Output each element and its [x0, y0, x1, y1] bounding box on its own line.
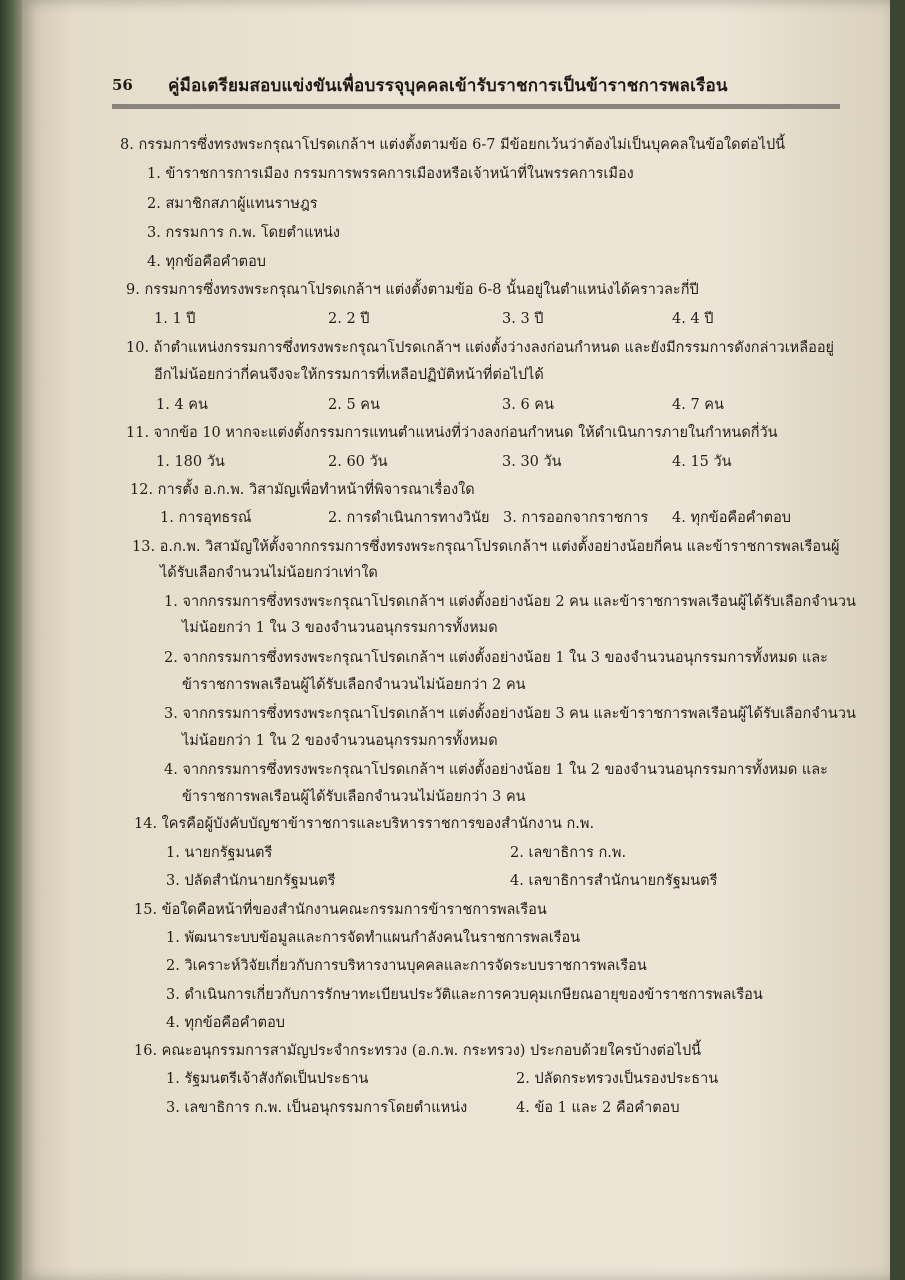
q13-option-3-line-1: 3. จากกรรมการซึ่งทรงพระกรุณาโปรดเกล้าฯ แต่งตั้งอย่างน้อย 3 คน และข้าราชการพลเรือนผู้ได้รับเลือกจำนวน: [164, 706, 856, 722]
q13-option-1-line-2: ไม่น้อยกว่า 1 ใน 3 ของจำนวนอนุกรรมการทั้งหมด: [182, 620, 498, 636]
q11-option-3: 3. 30 วัน: [502, 454, 562, 470]
q14-option-2: 2. เลขาธิการ ก.พ.: [510, 845, 627, 861]
q11-option-2: 2. 60 วัน: [328, 454, 388, 470]
q10-option-1: 1. 4 คน: [156, 397, 208, 413]
q16-option-3: 3. เลขาธิการ ก.พ. เป็นอนุกรรมการโดยตำแหน่ง: [166, 1100, 468, 1116]
question-10-line-1: 10. ถ้าตำแหน่งกรรมการซึ่งทรงพระกรุณาโปรดเกล้าฯ แต่งตั้งว่างลงก่อนกำหนด และยังมีกรรมการดังกล่าวเหลืออยู่: [126, 340, 835, 356]
q12-option-4: 4. ทุกข้อคือคำตอบ: [672, 510, 791, 526]
q15-option-1: 1. พัฒนาระบบข้อมูลและการจัดทำแผนกำลังคนในราชการพลเรือน: [166, 930, 581, 946]
q11-option-4: 4. 15 วัน: [672, 454, 732, 470]
q15-option-4: 4. ทุกข้อคือคำตอบ: [166, 1015, 285, 1031]
page-title: คู่มือเตรียมสอบแข่งขันเพื่อบรรจุบุคคลเข้ารับราชการเป็นข้าราชการพลเรือน: [168, 76, 728, 96]
question-10-line-2: อีกไม่น้อยกว่ากี่คนจึงจะให้กรรมการที่เหลือปฏิบัติหน้าที่ต่อไปได้: [154, 367, 544, 383]
q11-option-1: 1. 180 วัน: [156, 454, 225, 470]
question-8: 8. กรรมการซึ่งทรงพระกรุณาโปรดเกล้าฯ แต่งตั้งตามข้อ 6-7 มีข้อยกเว้นว่าต้องไม่เป็นบุคคลในข้อใดต่อไปนี้: [120, 137, 786, 153]
q13-option-4-line-1: 4. จากกรรมการซึ่งทรงพระกรุณาโปรดเกล้าฯ แต่งตั้งอย่างน้อย 1 ใน 2 ของจำนวนอนุกรรมการทั้งหมด และ: [164, 762, 828, 778]
q9-option-3: 3. 3 ปี: [502, 311, 544, 327]
question-11: 11. จากข้อ 10 หากจะแต่งตั้งกรรมการแทนตำแหน่งที่ว่างลงก่อนกำหนด ให้ดำเนินการภายในกำหนดกี่วัน: [126, 425, 778, 441]
question-12: 12. การตั้ง อ.ก.พ. วิสามัญเพื่อทำหน้าที่พิจารณาเรื่องใด: [130, 482, 475, 498]
q12-option-1: 1. การอุทธรณ์: [160, 510, 252, 526]
page-header: [112, 72, 842, 100]
header-rule: [112, 104, 840, 109]
q8-option-1: 1. ข้าราชการการเมือง กรรมการพรรคการเมืองหรือเจ้าหน้าที่ในพรรคการเมือง: [147, 166, 634, 182]
q14-option-1: 1. นายกรัฐมนตรี: [166, 845, 273, 861]
q10-option-2: 2. 5 คน: [328, 397, 380, 413]
question-9: 9. กรรมการซึ่งทรงพระกรุณาโปรดเกล้าฯ แต่งตั้งตามข้อ 6-8 นั้นอยู่ในตำแหน่งได้คราวละกี่ปี: [126, 282, 699, 298]
page-number: 56: [112, 76, 133, 94]
q8-option-3: 3. กรรมการ ก.พ. โดยตำแหน่ง: [147, 225, 340, 241]
q9-option-1: 1. 1 ปี: [154, 311, 196, 327]
q13-option-4-line-2: ข้าราชการพลเรือนผู้ได้รับเลือกจำนวนไม่น้อยกว่า 3 คน: [182, 789, 526, 805]
q12-option-3: 3. การออกจากราชการ: [503, 510, 649, 526]
q9-option-4: 4. 4 ปี: [672, 311, 714, 327]
question-15: 15. ข้อใดคือหน้าที่ของสำนักงานคณะกรรมการข้าราชการพลเรือน: [134, 902, 547, 918]
book-page: [22, 0, 890, 1280]
q12-option-2: 2. การดำเนินการทางวินัย: [328, 510, 490, 526]
q13-option-3-line-2: ไม่น้อยกว่า 1 ใน 2 ของจำนวนอนุกรรมการทั้งหมด: [182, 733, 498, 749]
q14-option-3: 3. ปลัดสำนักนายกรัฐมนตรี: [166, 873, 336, 889]
q8-option-2: 2. สมาชิกสภาผู้แทนราษฎร: [147, 196, 318, 212]
q16-option-4: 4. ข้อ 1 และ 2 คือคำตอบ: [516, 1100, 680, 1116]
question-16: 16. คณะอนุกรรมการสามัญประจำกระทรวง (อ.ก.พ. กระทรวง) ประกอบด้วยใครบ้างต่อไปนี้: [134, 1043, 702, 1059]
q14-option-4: 4. เลขาธิการสำนักนายกรัฐมนตรี: [510, 873, 718, 889]
question-13-line-1: 13. อ.ก.พ. วิสามัญให้ตั้งจากกรรมการซึ่งทรงพระกรุณาโปรดเกล้าฯ แต่งตั้งอย่างน้อยกี่คน และข้าราชการพลเรือนผู้: [132, 539, 840, 555]
q15-option-2: 2. วิเคราะห์วิจัยเกี่ยวกับการบริหารงานบุคคลและการจัดระบบราชการพลเรือน: [166, 958, 647, 974]
q10-option-4: 4. 7 คน: [672, 397, 724, 413]
q15-option-3: 3. ดำเนินการเกี่ยวกับการรักษาทะเบียนประวัติและการควบคุมเกษียณอายุของข้าราชการพลเรือน: [166, 987, 763, 1003]
q13-option-1-line-1: 1. จากกรรมการซึ่งทรงพระกรุณาโปรดเกล้าฯ แต่งตั้งอย่างน้อย 2 คน และข้าราชการพลเรือนผู้ได้รับเลือกจำนวน: [164, 594, 856, 610]
question-14: 14. ใครคือผู้บังคับบัญชาข้าราชการและบริหารราชการของสำนักงาน ก.พ.: [134, 816, 595, 832]
q13-option-2-line-2: ข้าราชการพลเรือนผู้ได้รับเลือกจำนวนไม่น้อยกว่า 2 คน: [182, 677, 526, 693]
q16-option-2: 2. ปลัดกระทรวงเป็นรองประธาน: [516, 1071, 719, 1087]
question-13-line-2: ได้รับเลือกจำนวนไม่น้อยกว่าเท่าใด: [160, 565, 378, 581]
q13-option-2-line-1: 2. จากกรรมการซึ่งทรงพระกรุณาโปรดเกล้าฯ แต่งตั้งอย่างน้อย 1 ใน 3 ของจำนวนอนุกรรมการทั้งหมด และ: [164, 650, 828, 666]
q8-option-4: 4. ทุกข้อคือคำตอบ: [147, 254, 266, 270]
q9-option-2: 2. 2 ปี: [328, 311, 370, 327]
q10-option-3: 3. 6 คน: [502, 397, 554, 413]
q16-option-1: 1. รัฐมนตรีเจ้าสังกัดเป็นประธาน: [166, 1071, 369, 1087]
